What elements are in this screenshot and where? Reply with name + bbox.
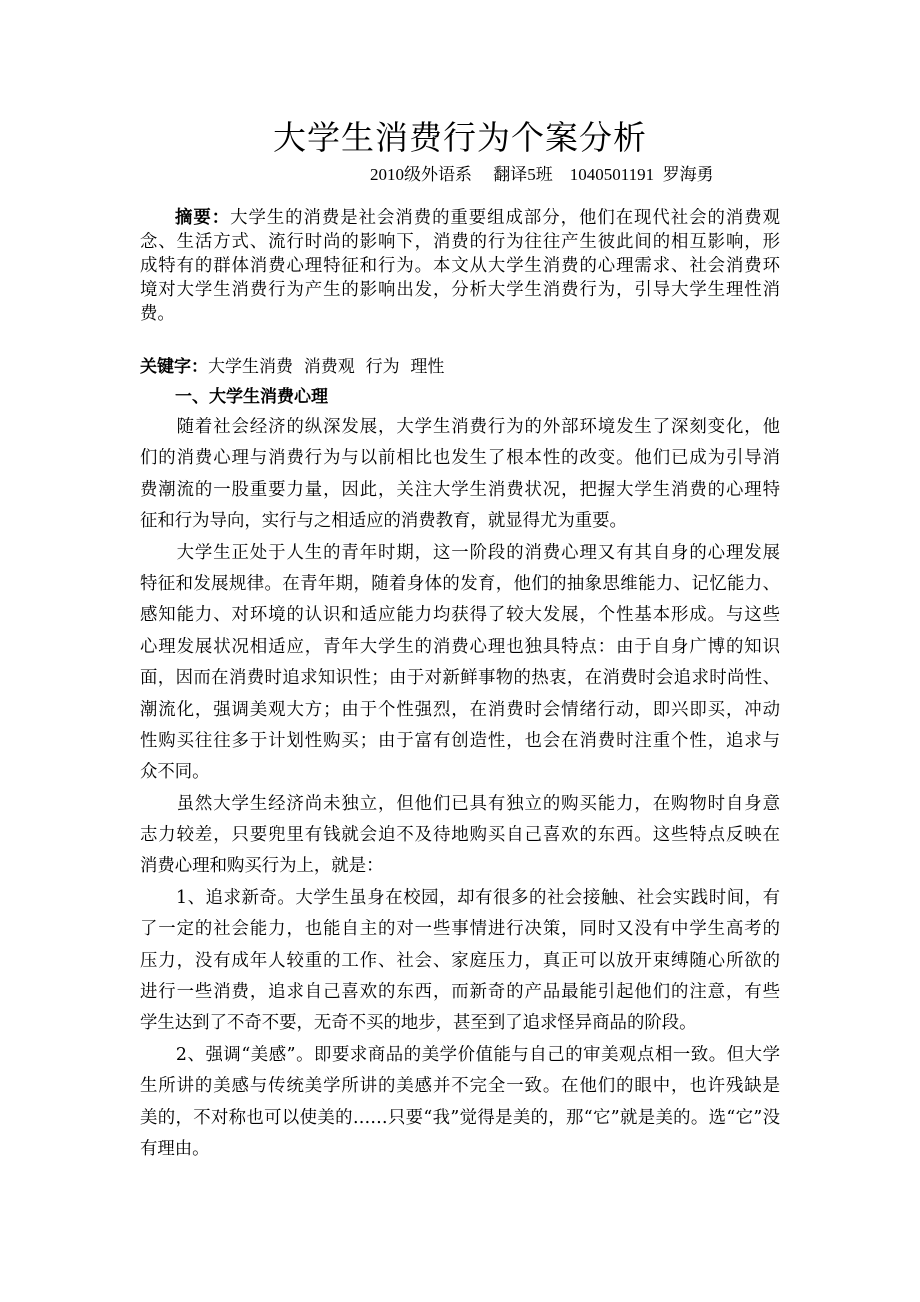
paragraph-line: 2、强调“美感”。即要求商品的美学价值能与自己的审美观点相一致。但大学 <box>140 1044 780 1065</box>
paragraph-line: 虽然大学生经济尚未独立，但他们已具有独立的购买能力，在购物时自身意 <box>140 793 780 814</box>
paragraph <box>140 538 780 789</box>
paragraph-line: 心理发展状况相适应，青年大学生的消费心理也独具特点：由于自身广博的知识 <box>140 636 780 657</box>
paragraph-line: 感知能力、对环境的认识和适应能力均获得了较大发展，个性基本形成。与这些 <box>140 605 780 626</box>
abstract-line: 费。 <box>140 304 175 324</box>
paragraph-line: 压力，没有成年人较重的工作、社会、家庭压力，真正可以放开束缚随心所欲的 <box>140 950 780 971</box>
paragraph-line: 众不同。 <box>140 762 210 783</box>
section-heading: 一、大学生消费心理 <box>175 387 328 407</box>
paragraph-line: 随着社会经济的纵深发展，大学生消费行为的外部环境发生了深刻变化，他 <box>140 417 780 437</box>
abstract <box>140 206 780 326</box>
abstract-line: 念、生活方式、流行时尚的影响下，消费的行为往往产生彼此间的相互影响，形 <box>140 232 780 252</box>
paragraph <box>140 412 780 538</box>
abstract-line: 成特有的群体消费心理特征和行为。本文从大学生消费的心理需求、社会消费环 <box>140 256 780 276</box>
paragraph <box>140 1040 780 1166</box>
paragraph <box>140 789 780 883</box>
abstract-label: 摘要： <box>175 208 231 228</box>
paragraph-line: 1、追求新奇。大学生虽身在校园，却有很多的社会接触、社会实践时间，有 <box>140 887 780 908</box>
paragraph-line: 潮流化，强调美观大方；由于个性强烈，在消费时会情绪行动，即兴即买，冲动 <box>140 699 780 720</box>
body-text <box>140 412 780 1165</box>
paragraph-line: 性购买往往多于计划性购买；由于富有创造性，也会在消费时注重个性，追求与 <box>140 730 780 751</box>
keywords-label: 关键字： <box>140 357 208 377</box>
paragraph-line: 大学生正处于人生的青年时期，这一阶段的消费心理又有其自身的心理发展 <box>140 542 780 563</box>
paragraph-line: 志力较差，只要兜里有钱就会迫不及待地购买自己喜欢的东西。这些特点反映在 <box>140 825 780 846</box>
abstract-line: 境对大学生消费行为产生的影响出发，分析大学生消费行为，引导大学生理性消 <box>140 280 780 300</box>
paragraph-line: 进行一些消费，追求自己喜欢的东西，而新奇的产品最能引起他们的注意，有些 <box>140 982 780 1003</box>
paragraph-line: 有理由。 <box>140 1138 210 1159</box>
keywords-value: 大学生消费 消费观 行为 理性 <box>208 357 445 377</box>
paragraph-line: 特征和发展规律。在青年期，随着身体的发育，他们的抽象思维能力、记忆能力、 <box>140 573 780 594</box>
paragraph-line: 消费心理和购买行为上，就是： <box>140 856 384 877</box>
abstract-line: 摘要：大学生的消费是社会消费的重要组成部分，他们在现代社会的消费观 <box>175 208 780 228</box>
paragraph-line: 美的，不对称也可以使美的……只要“我”觉得是美的，那“它”就是美的。选“它”没 <box>140 1107 780 1128</box>
paragraph-line: 们的消费心理与消费行为与以前相比也发生了根本性的改变。他们已成为引导消 <box>140 448 780 469</box>
author-line: 2010级外语系 翻译5班 1040501191 罗海勇 <box>370 165 714 184</box>
paragraph-line: 面，因而在消费时追求知识性；由于对新鲜事物的热衷，在消费时会追求时尚性、 <box>140 668 780 689</box>
keywords <box>140 352 444 377</box>
document-title: 大学生消费行为个案分析 <box>273 118 647 157</box>
paragraph-line: 学生达到了不奇不要，无奇不买的地步，甚至到了追求怪异商品的阶段。 <box>140 1013 697 1034</box>
paragraph-line: 征和行为导向，实行与之相适应的消费教育，就显得尤为重要。 <box>140 511 627 532</box>
paragraph-line: 了一定的社会能力，也能自主的对一些事情进行决策，同时又没有中学生高考的 <box>140 919 780 940</box>
paragraph <box>140 883 780 1040</box>
paragraph-line: 生所讲的美感与传统美学所讲的美感并不完全一致。在他们的眼中，也许残缺是 <box>140 1076 780 1097</box>
paragraph-line: 费潮流的一股重要力量，因此，关注大学生消费状况，把握大学生消费的心理特 <box>140 479 780 500</box>
